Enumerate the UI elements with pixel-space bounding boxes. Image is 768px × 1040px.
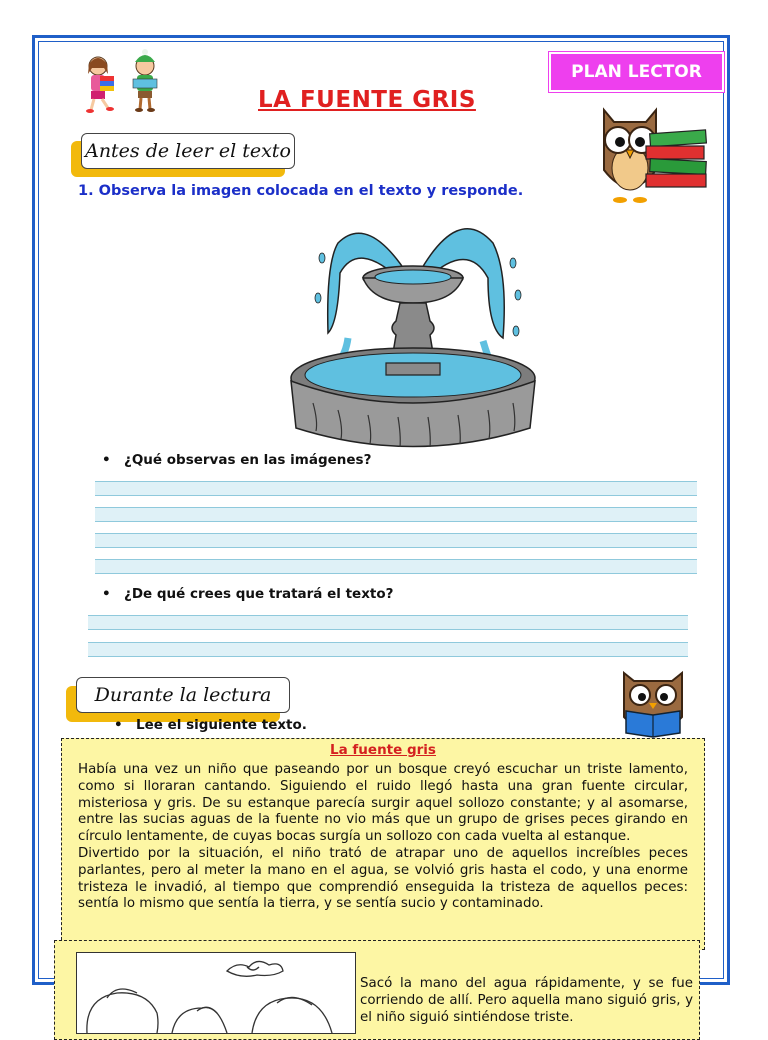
story-paragraph-2: Divertido por la situación, el niño trató de atrapar uno de aquellos increíbles peces parlantes, pero al meter la mano en el agua, se volvió gris hasta el codo, y una enorme tristeza le invadió, al tiempo que comprendió enseguida la tristeza de aquellos peces: sentía lo mismo que sentía la tierra, y se sentía sucio y contaminado.: [78, 845, 688, 912]
story-title: La fuente gris: [330, 742, 436, 758]
fountain-illustration: [288, 203, 540, 453]
story-paragraph-1: Había una vez un niño que paseando por un bosque creyó escuchar un triste lamento, como si lloraran cantando. Siguiendo el ruido llegó hasta una gran fuente circular, misteriosa y gris. De su estanque parecía surgir aquel sollozo constante; y al asomarse, entre las sucias aguas de la fuente no vio más que un grupo de grises peces girando en círculo lentamente, de cuyas bocas surgía un sollozo con cada vuelta al estanque.: [78, 762, 688, 845]
story-text: [78, 762, 688, 913]
story-paragraph-3: Sacó la mano del agua rápidamente, y se fue corriendo de allí. Pero aquella mano siguió gris, y el niño siguió sintiéndose triste.: [360, 976, 693, 1025]
section-tab-during: Durante la lectura: [76, 677, 290, 713]
owl-with-books-icon: [576, 100, 711, 206]
answer-lines-1: [95, 481, 697, 579]
bullet-read-text: • Lee el siguiente texto.: [136, 717, 307, 733]
question-1: 1. Observa la imagen colocada en el texto y responde.: [78, 183, 524, 199]
bullet-question-predict: • ¿De qué crees que tratará el texto?: [124, 586, 393, 602]
children-sketch-illustration: [76, 952, 356, 1034]
bullet-question-observe: • ¿Qué observas en las imágenes?: [124, 452, 371, 468]
kids-with-books-icon: [78, 48, 173, 114]
section-tab-before: Antes de leer el texto: [81, 133, 295, 169]
page-title: LA FUENTE GRIS: [258, 87, 476, 113]
story-box: [61, 738, 705, 950]
plan-lector-badge: PLAN LECTOR: [549, 52, 724, 92]
owl-reading-icon: [618, 667, 688, 739]
answer-lines-2: [88, 615, 688, 659]
